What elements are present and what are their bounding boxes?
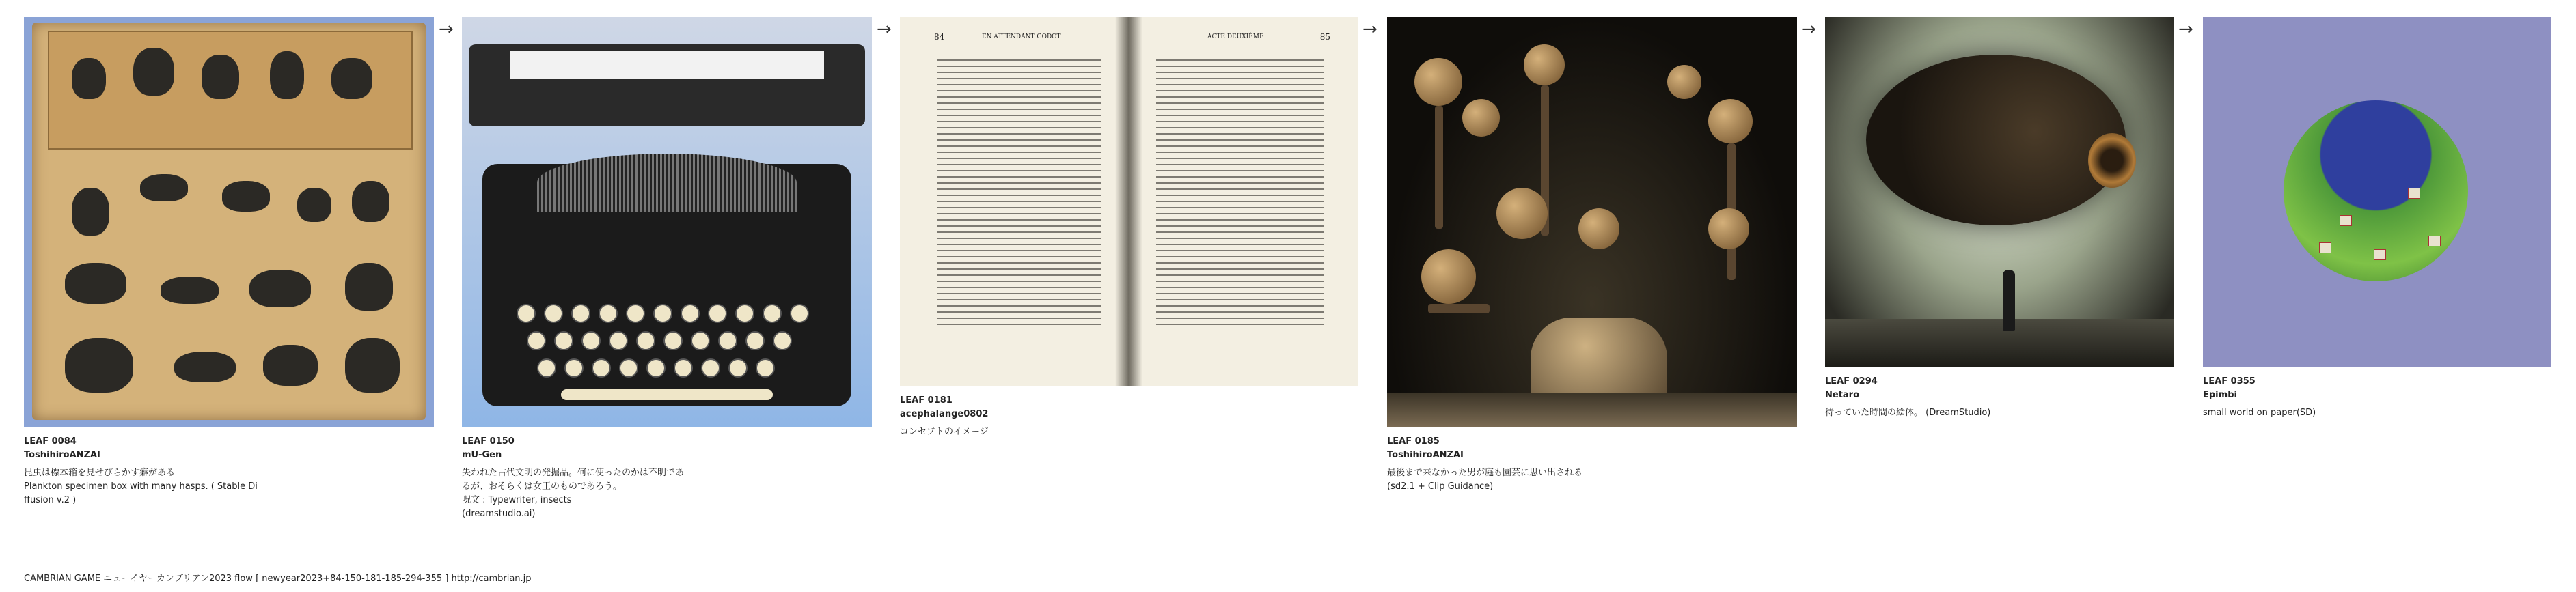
book-header-left: EN ATTENDANT GODOT xyxy=(982,33,1061,40)
leaf-author[interactable]: mU-Gen xyxy=(462,450,502,460)
leaf-description: 失われた古代文明の発掘品。何に使ったのかは不明であ るが、おそらくは女王のものであろう。 呪文 : Typewriter, insects (dreamstudio.ai) xyxy=(462,468,685,519)
ground xyxy=(1825,319,2174,367)
left-page-text xyxy=(937,55,1101,379)
spacebar xyxy=(561,389,773,400)
leaf-0185-caption xyxy=(1387,435,1797,494)
leaf-0294-caption xyxy=(1825,375,2174,420)
typebar-basket xyxy=(537,154,797,212)
leaf-description: small world on paper(SD) xyxy=(2203,408,2316,418)
typewriter-roller xyxy=(469,44,865,126)
flow-arrow: → xyxy=(877,19,892,40)
giant-sphere xyxy=(1866,55,2126,225)
leaf-0150-caption xyxy=(462,435,872,521)
book-page-number-left: 84 xyxy=(934,32,945,42)
book-header-right: ACTE DEUXIÈME xyxy=(1207,33,1264,40)
leaf-0185[interactable] xyxy=(1387,17,1797,494)
leaf-0150-image[interactable] xyxy=(462,17,872,427)
leaf-author[interactable]: Epimbi xyxy=(2203,390,2237,400)
sphere-eye xyxy=(2088,133,2136,188)
leaf-description: 最後まで来なかった男が庭も園芸に思い出される (sd2.1 + Clip Guidance) xyxy=(1387,468,1583,492)
leaf-author[interactable]: acephalange0802 xyxy=(900,409,989,419)
leaf-0294[interactable] xyxy=(1825,17,2174,420)
flow-arrow: → xyxy=(1362,19,1378,40)
leaf-0150[interactable] xyxy=(462,17,872,521)
book-gutter xyxy=(1115,17,1142,386)
leaf-0084-image[interactable] xyxy=(24,17,434,427)
leaf-id: LEAF 0084 xyxy=(24,436,77,447)
leaf-author[interactable]: Netaro xyxy=(1825,390,1860,400)
leaf-id: LEAF 0150 xyxy=(462,436,515,447)
flow-arrow: → xyxy=(1801,19,1816,40)
leaf-description: 昆虫は標本箱を見せびらかす癖がある Plankton specimen box with many hasps. ( Stable Di ffusion v.2 ) xyxy=(24,468,258,505)
leaf-id: LEAF 0181 xyxy=(900,395,953,406)
flow-arrow: → xyxy=(439,19,454,40)
leaf-0181[interactable] xyxy=(900,17,1358,439)
leaf-0181-image[interactable] xyxy=(900,17,1358,386)
leaf-author[interactable]: ToshihiroANZAI xyxy=(24,450,100,460)
leaf-0084-caption xyxy=(24,435,434,507)
right-page-text xyxy=(1156,55,1324,379)
leaf-0355-image[interactable] xyxy=(2203,17,2551,367)
leaf-author[interactable]: ToshihiroANZAI xyxy=(1387,450,1464,460)
leaf-0294-image[interactable] xyxy=(1825,17,2174,367)
leaf-id: LEAF 0355 xyxy=(2203,376,2256,386)
leaf-description: コンセプトのイメージ xyxy=(900,427,989,437)
footer-flow-info: CAMBRIAN GAME ニューイヤーカンブリアン2023 flow [ newyear2023+84-150-181-185-294-355 ] http://cambrian.jp xyxy=(24,574,532,584)
book-page-number-right: 85 xyxy=(1319,32,1330,42)
leaf-description: 待っていた時間の絵体。 (DreamStudio) xyxy=(1825,408,1991,418)
leaf-0084[interactable] xyxy=(24,17,434,507)
leaf-0355-caption xyxy=(2203,375,2551,420)
leaf-0181-caption xyxy=(900,394,1358,439)
leaf-id: LEAF 0185 xyxy=(1387,436,1440,447)
leaf-0355[interactable] xyxy=(2203,17,2551,420)
flow-arrow: → xyxy=(2178,19,2193,40)
standing-figure xyxy=(2003,270,2015,331)
robot-tank xyxy=(1531,318,1667,399)
leaf-id: LEAF 0294 xyxy=(1825,376,1878,386)
leaf-0185-image[interactable] xyxy=(1387,17,1797,427)
